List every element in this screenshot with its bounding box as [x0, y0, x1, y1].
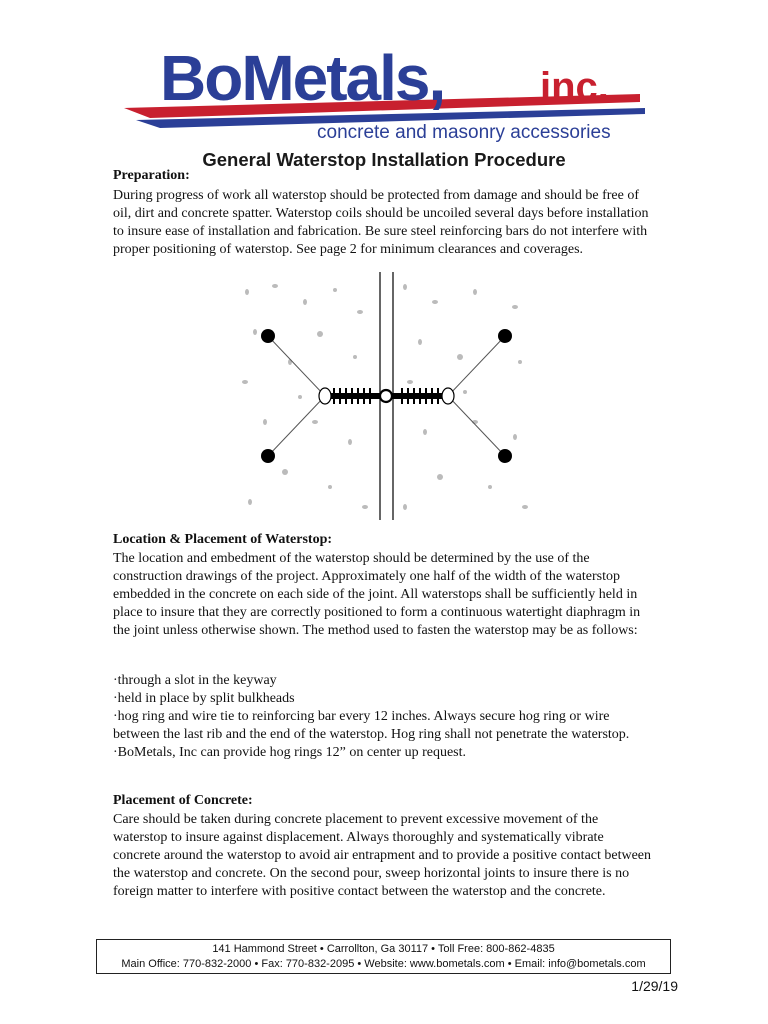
footer-contact: Main Office: 770-832-2000 • Fax: 770-832-2095 • Website: www.bometals.com • Email: info@bometals.com [121, 958, 646, 970]
list-item: ·held in place by split bulkheads [113, 691, 295, 706]
waterstop-diagram [235, 272, 535, 520]
svg-text:concrete and masonry accessori: concrete and masonry accessories [317, 122, 611, 143]
footer-address: 141 Hammond Street • Carrollton, Ga 30117 • Toll Free: 800-862-4835 [212, 943, 555, 955]
document-title: General Waterstop Installation Procedure [202, 149, 566, 170]
concrete-heading: Placement of Concrete: [113, 793, 253, 808]
list-item: ·through a slot in the keyway [113, 673, 277, 688]
preparation-heading: Preparation: [113, 168, 190, 183]
footer-contact-box [96, 939, 671, 974]
concrete-text: Care should be taken during concrete placement to prevent excessive movement of the waterstop to insure against displacement. Always thoroughly and systematically vibrate concrete around the waterstop to avoid air entrapment and to provide a positive contact between the waterstop and concrete. On the second pour, sweep horizontal joints to insure there is no foreign matter to interfere with positive contact between the waterstop and the concrete. [113, 812, 652, 899]
document-date: 1/29/19 [631, 978, 678, 994]
preparation-text: During progress of work all waterstop should be protected from damage and should be free of oil, dirt and concrete spatter. Waterstop coils should be uncoiled several days before installation to insure ease of installation and fabrication. Be sure steel reinforcing bars do not interfere with proper positioning of waterstop. See page 2 for minimum clearances and coverages. [113, 188, 649, 257]
list-item: ·hog ring and wire tie to reinforcing bar every 12 inches. Always secure hog ring or wire between the last rib and the end of the waterstop. Hog ring shall not penetrate the waterstop. [113, 709, 630, 742]
fastening-list [113, 672, 653, 762]
svg-text:BoMetals,: BoMetals, [160, 42, 445, 114]
bometals-logo [120, 38, 650, 148]
list-item: ·BoMetals, Inc can provide hog rings 12” on center up request. [113, 745, 467, 760]
location-text: The location and embedment of the waterstop should be determined by the use of the construction drawings of the project. Approximately one half of the width of the waterstop embedded in the concrete on each side of the joint. All waterstops shall be sufficiently held in place to insure that they are correctly positioned to form a continuous watertight diaphragm in the joint unless otherwise shown. The method used to fasten the waterstop may be as follows: [113, 551, 641, 638]
location-heading: Location & Placement of Waterstop: [113, 532, 333, 547]
svg-text:inc.: inc. [540, 65, 609, 109]
